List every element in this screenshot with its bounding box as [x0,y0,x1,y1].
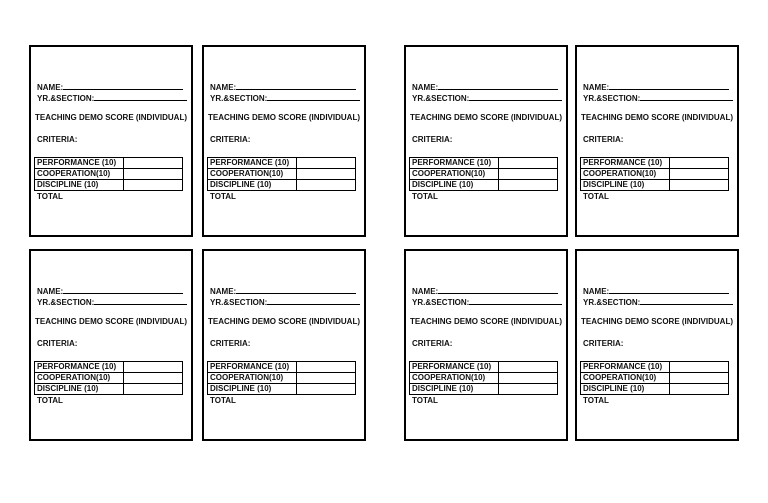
score-cell [297,362,356,373]
section-blank-line [94,296,187,305]
section-field [37,296,187,307]
score-cell [670,373,729,384]
total-label: TOTAL [37,396,63,405]
table-row [35,180,183,191]
section-label: YR.&SECTION: [583,94,641,103]
section-field [583,296,733,307]
score-card [29,45,193,237]
table-row [410,180,558,191]
section-blank-line [94,92,187,101]
name-label: NAME: [210,83,237,92]
section-field [210,92,360,103]
section-label: YR.&SECTION: [210,94,268,103]
criteria-table [580,361,729,395]
score-cell [297,169,356,180]
score-cell [499,158,558,169]
score-cell [499,169,558,180]
section-label: YR.&SECTION: [412,94,470,103]
score-card [575,45,739,237]
criterion-label: COOPERATION(10) [581,373,670,384]
score-cell [499,362,558,373]
table-row [410,373,558,384]
criterion-label: COOPERATION(10) [208,169,297,180]
criteria-table [409,157,558,191]
name-label: NAME: [583,287,610,296]
name-label: NAME: [412,287,439,296]
total-label: TOTAL [583,396,609,405]
score-card [404,249,568,441]
section-label: YR.&SECTION: [583,298,641,307]
score-cell [499,373,558,384]
criterion-label: DISCIPLINE (10) [208,384,297,395]
section-label: YR.&SECTION: [37,298,95,307]
score-cell [670,384,729,395]
criteria-table [207,361,356,395]
section-field [412,296,562,307]
criteria-table [34,361,183,395]
total-label: TOTAL [583,192,609,201]
score-cell [124,180,183,191]
criterion-label: DISCIPLINE (10) [35,180,124,191]
table-row [410,169,558,180]
section-blank-line [640,92,733,101]
total-label: TOTAL [37,192,63,201]
total-label: TOTAL [412,396,438,405]
table-row [208,158,356,169]
name-blank-line [438,81,558,90]
criterion-label: DISCIPLINE (10) [410,180,499,191]
table-row [35,373,183,384]
criterion-label: PERFORMANCE (10) [581,362,670,373]
name-blank-line [236,81,356,90]
score-cell [297,373,356,384]
card-title: TEACHING DEMO SCORE (INDIVIDUAL) [410,113,562,122]
criteria-table [207,157,356,191]
score-cell [499,384,558,395]
score-cell [670,362,729,373]
name-field [412,285,558,296]
name-label: NAME: [412,83,439,92]
name-field [412,81,558,92]
card-title: TEACHING DEMO SCORE (INDIVIDUAL) [581,317,733,326]
criterion-label: COOPERATION(10) [35,373,124,384]
criterion-label: PERFORMANCE (10) [410,158,499,169]
total-label: TOTAL [412,192,438,201]
criteria-label: CRITERIA: [37,135,78,144]
name-field [583,81,729,92]
name-label: NAME: [37,287,64,296]
section-field [210,296,360,307]
table-row [410,158,558,169]
name-field [37,81,183,92]
table-row [35,169,183,180]
total-label: TOTAL [210,396,236,405]
score-cell [499,180,558,191]
name-field [210,285,356,296]
section-blank-line [267,296,360,305]
table-row [581,169,729,180]
card-title: TEACHING DEMO SCORE (INDIVIDUAL) [35,317,187,326]
table-row [35,362,183,373]
name-label: NAME: [37,83,64,92]
criteria-table [580,157,729,191]
score-cell [670,169,729,180]
criterion-label: DISCIPLINE (10) [410,384,499,395]
name-field [583,285,729,296]
criterion-label: PERFORMANCE (10) [581,158,670,169]
criterion-label: PERFORMANCE (10) [208,158,297,169]
table-row [35,158,183,169]
card-title: TEACHING DEMO SCORE (INDIVIDUAL) [410,317,562,326]
criterion-label: DISCIPLINE (10) [581,384,670,395]
criterion-label: PERFORMANCE (10) [35,362,124,373]
section-blank-line [469,296,562,305]
criteria-label: CRITERIA: [583,339,624,348]
table-row [410,384,558,395]
table-row [581,180,729,191]
name-label: NAME: [210,287,237,296]
score-card [202,45,366,237]
criteria-table [34,157,183,191]
criterion-label: COOPERATION(10) [581,169,670,180]
table-row [35,384,183,395]
score-cell [124,169,183,180]
criterion-label: COOPERATION(10) [410,373,499,384]
section-label: YR.&SECTION: [210,298,268,307]
criterion-label: DISCIPLINE (10) [581,180,670,191]
section-label: YR.&SECTION: [412,298,470,307]
table-row [581,373,729,384]
name-blank-line [438,285,558,294]
card-title: TEACHING DEMO SCORE (INDIVIDUAL) [35,113,187,122]
criterion-label: PERFORMANCE (10) [35,158,124,169]
section-blank-line [640,296,733,305]
score-cell [124,362,183,373]
criteria-label: CRITERIA: [210,339,251,348]
name-field [37,285,183,296]
criterion-label: DISCIPLINE (10) [35,384,124,395]
criteria-table [409,361,558,395]
name-blank-line [609,285,729,294]
table-row [208,169,356,180]
section-field [37,92,187,103]
card-title: TEACHING DEMO SCORE (INDIVIDUAL) [208,317,360,326]
score-cell [297,384,356,395]
score-card [404,45,568,237]
criteria-label: CRITERIA: [583,135,624,144]
section-label: YR.&SECTION: [37,94,95,103]
section-blank-line [267,92,360,101]
table-row [581,362,729,373]
table-row [410,362,558,373]
name-blank-line [63,285,183,294]
name-label: NAME: [583,83,610,92]
section-field [412,92,562,103]
card-title: TEACHING DEMO SCORE (INDIVIDUAL) [581,113,733,122]
criterion-label: COOPERATION(10) [410,169,499,180]
score-card [575,249,739,441]
score-cell [124,158,183,169]
score-cell [297,158,356,169]
name-field [210,81,356,92]
criterion-label: DISCIPLINE (10) [208,180,297,191]
section-field [583,92,733,103]
table-row [581,384,729,395]
score-card [29,249,193,441]
name-blank-line [63,81,183,90]
criteria-label: CRITERIA: [412,339,453,348]
section-blank-line [469,92,562,101]
criteria-label: CRITERIA: [412,135,453,144]
criterion-label: PERFORMANCE (10) [208,362,297,373]
score-cell [124,373,183,384]
table-row [208,180,356,191]
table-row [581,158,729,169]
score-cell [670,180,729,191]
table-row [208,362,356,373]
score-cell [297,180,356,191]
name-blank-line [609,81,729,90]
score-cell [124,384,183,395]
criteria-label: CRITERIA: [210,135,251,144]
criteria-label: CRITERIA: [37,339,78,348]
score-card [202,249,366,441]
total-label: TOTAL [210,192,236,201]
table-row [208,373,356,384]
criterion-label: COOPERATION(10) [35,169,124,180]
criterion-label: COOPERATION(10) [208,373,297,384]
name-blank-line [236,285,356,294]
score-cell [670,158,729,169]
card-title: TEACHING DEMO SCORE (INDIVIDUAL) [208,113,360,122]
criterion-label: PERFORMANCE (10) [410,362,499,373]
table-row [208,384,356,395]
